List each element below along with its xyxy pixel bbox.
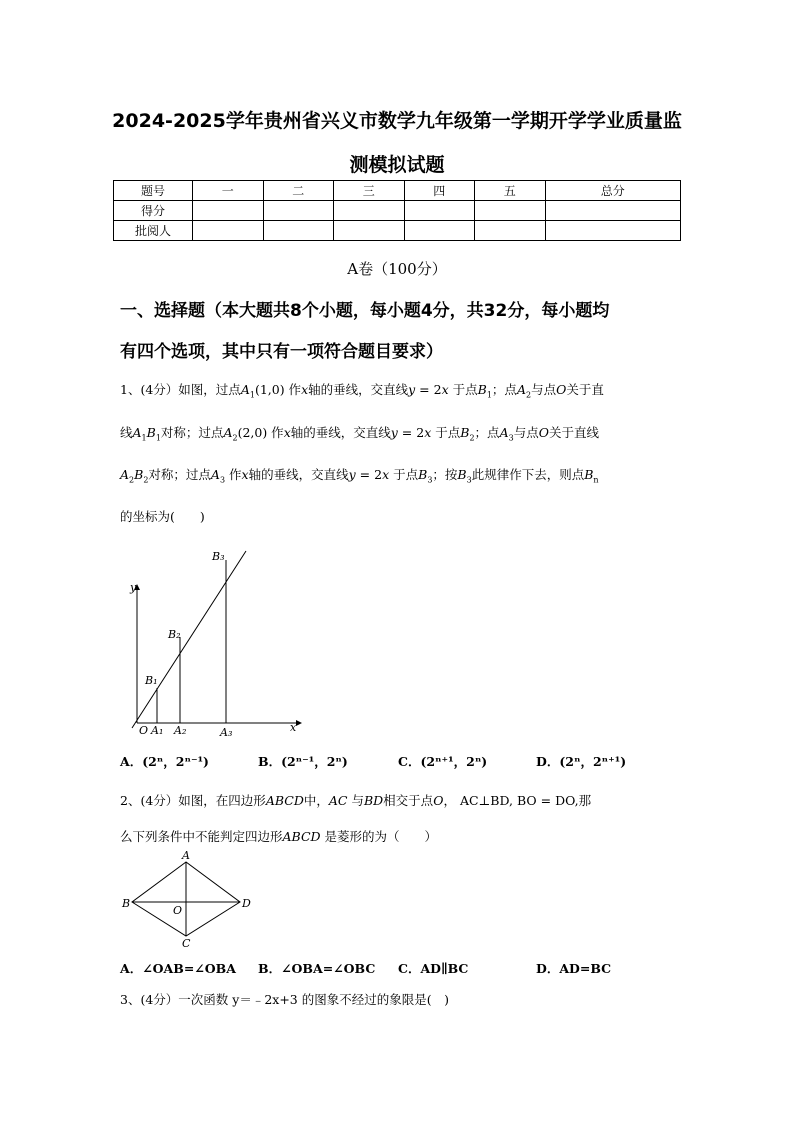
score-table-header: 总分 bbox=[545, 181, 681, 201]
line-y-equals-2x bbox=[132, 551, 246, 728]
document-title-line-1: 2024-2025学年贵州省兴义市数学九年级第一学期开学学业质量监 bbox=[112, 110, 682, 132]
score-table-header-row bbox=[114, 181, 681, 201]
q2-option-a[interactable]: A．∠OAB=∠OBA bbox=[120, 961, 236, 976]
score-cell[interactable] bbox=[404, 201, 475, 221]
score-row-label: 批阅人 bbox=[114, 221, 193, 241]
score-cell[interactable] bbox=[263, 201, 334, 221]
q1-line-1: 1、(4分）如图，过点$A_1(1,0)$ 作x轴的垂线，交直线y = 2x 于点$B_1$；点$A_2$与点O关于直 bbox=[120, 382, 604, 400]
origin-label: O bbox=[139, 724, 149, 737]
score-cell[interactable] bbox=[545, 221, 681, 241]
x-axis-arrow-icon bbox=[296, 720, 302, 726]
score-cell[interactable] bbox=[545, 201, 681, 221]
q2-option-b[interactable]: B．∠OBA=∠OBC bbox=[258, 961, 376, 976]
section-heading-line-2: 有四个选项，其中只有一项符合题目要求） bbox=[120, 342, 443, 362]
x-axis-label: x bbox=[290, 721, 297, 734]
score-cell[interactable] bbox=[263, 221, 334, 241]
q1-line-2: 线$A_1B_1$对称；过点$A_2(2,0)$ 作x轴的垂线，交直线y = 2x 于点$B_2$；点$A_3$与点O关于直线 bbox=[120, 425, 599, 443]
score-table-header: 四 bbox=[404, 181, 475, 201]
score-cell[interactable] bbox=[404, 221, 475, 241]
point-b1-label: B₁ bbox=[145, 674, 158, 687]
score-cell[interactable] bbox=[334, 201, 405, 221]
score-cell[interactable] bbox=[193, 221, 264, 241]
score-table-row bbox=[114, 201, 681, 221]
point-a1-label: A₁ bbox=[151, 724, 164, 737]
score-cell[interactable] bbox=[193, 201, 264, 221]
score-table-header: 题号 bbox=[114, 181, 193, 201]
section-heading-line-1: 一、选择题（本大题共8个小题，每小题4分，共32分，每小题均 bbox=[120, 301, 610, 321]
score-cell[interactable] bbox=[475, 221, 546, 241]
vertex-c-label: C bbox=[182, 937, 191, 950]
q1-option-d[interactable]: D．(2ⁿ，2ⁿ⁺¹) bbox=[536, 754, 627, 769]
y-axis-label: y bbox=[130, 581, 137, 594]
point-b3-label: B₃ bbox=[212, 550, 225, 563]
score-table-header: 五 bbox=[475, 181, 546, 201]
vertex-b-label: B bbox=[122, 897, 131, 910]
score-row-label: 得分 bbox=[114, 201, 193, 221]
point-b2-label: B₂ bbox=[168, 628, 181, 641]
q1-line-4: 的坐标为( ) bbox=[120, 509, 205, 524]
point-a2-label: A₂ bbox=[174, 724, 187, 737]
score-table-header: 三 bbox=[334, 181, 405, 201]
q2-line-1: 2、(4分）如图，在四边形ABCD中，AC 与BD相交于点O， AC⊥BD, BO = DO,那 bbox=[120, 793, 592, 808]
score-table-row bbox=[114, 221, 681, 241]
q1-option-c[interactable]: C．(2ⁿ⁺¹，2ⁿ) bbox=[398, 754, 488, 769]
point-a3-label: A₃ bbox=[220, 726, 233, 739]
q3-line-1: 3、(4分）一次函数 y＝﹣2x+3 的图象不经过的象限是( ) bbox=[120, 992, 449, 1007]
q1-coordinate-figure bbox=[118, 545, 308, 740]
q2-option-c[interactable]: C．AD∥BC bbox=[398, 961, 469, 976]
q1-option-b[interactable]: B．(2ⁿ⁻¹，2ⁿ) bbox=[258, 754, 348, 769]
q1-line-3: $A_2B_2$对称；过点$A_3$ 作x轴的垂线，交直线y = 2x 于点$B_3$；按$B_3$此规律作下去，则点$B_n$ bbox=[120, 467, 599, 485]
q2-line-2: 么下列条件中不能判定四边形ABCD 是菱形的为（ ） bbox=[120, 829, 438, 844]
q1-option-a[interactable]: A．(2ⁿ，2ⁿ⁻¹) bbox=[120, 754, 209, 769]
score-cell[interactable] bbox=[475, 201, 546, 221]
score-cell[interactable] bbox=[334, 221, 405, 241]
vertex-a-label: A bbox=[182, 850, 190, 862]
score-table-header: 一 bbox=[193, 181, 264, 201]
q2-option-d[interactable]: D．AD=BC bbox=[536, 961, 612, 976]
score-table bbox=[113, 180, 681, 241]
paper-section-label: A卷（100分） bbox=[347, 260, 447, 278]
point-o-label: O bbox=[173, 904, 183, 917]
document-title-line-2: 测模拟试题 bbox=[349, 154, 445, 176]
score-table-header: 二 bbox=[263, 181, 334, 201]
vertex-d-label: D bbox=[242, 897, 251, 910]
q2-rhombus-figure bbox=[118, 850, 258, 950]
